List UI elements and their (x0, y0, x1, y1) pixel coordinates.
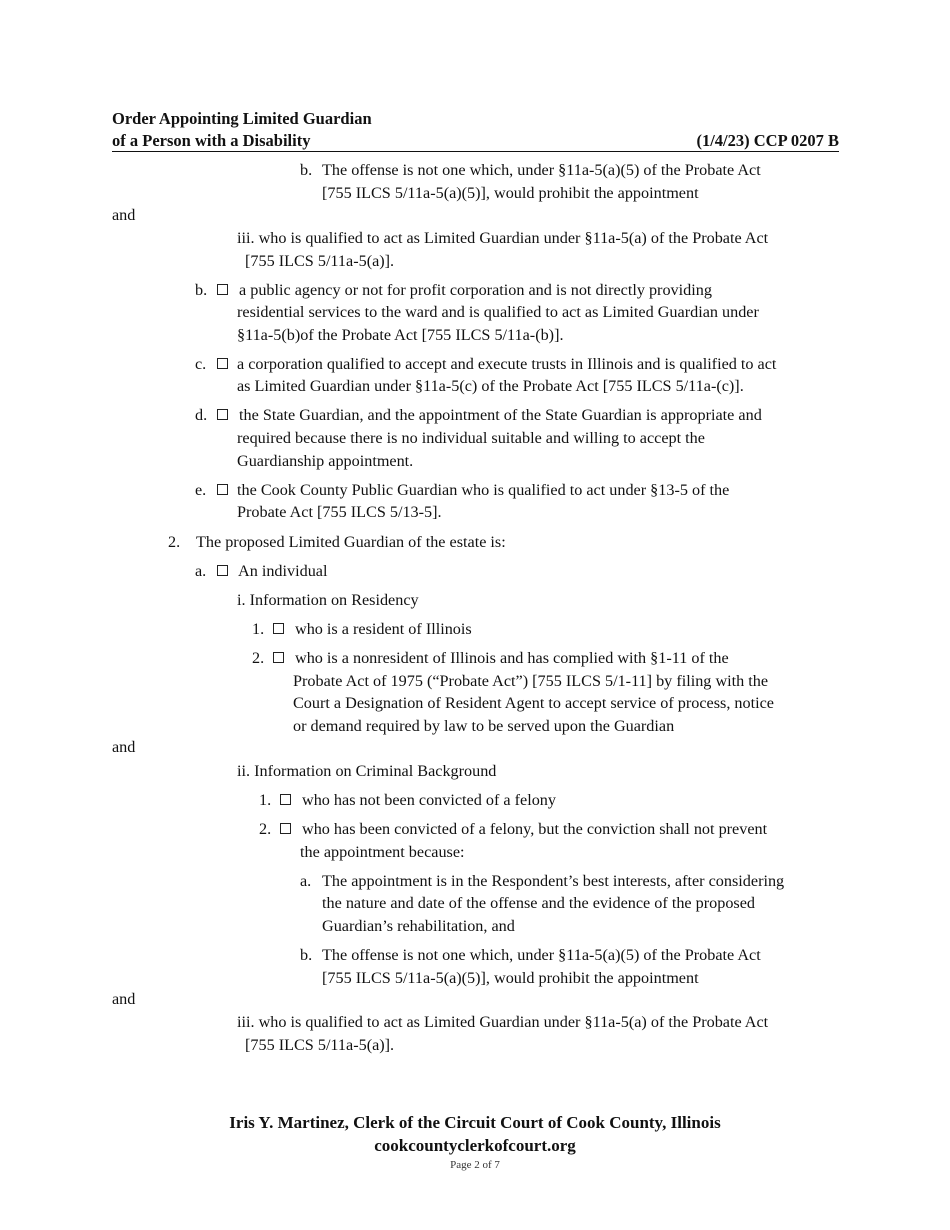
item-2a-marker: a. (195, 562, 207, 580)
criminal-opt2-marker: 2. (259, 820, 272, 838)
form-code: (1/4/23) CCP 0207 B (696, 131, 839, 150)
residency-opt2-marker: 2. (252, 649, 265, 667)
option-d-line3: Guardianship appointment. (237, 452, 414, 470)
option-e-marker: e. (195, 481, 207, 499)
item-2a-text: An individual (238, 562, 328, 580)
option-d-marker: d. (195, 406, 208, 424)
option-c-line1: a corporation qualified to accept and execute trusts in Illinois and is qualified to act (237, 355, 777, 373)
option-c-checkbox[interactable] (217, 358, 228, 369)
criminal-b-line1: The offense is not one which, under §11a-5(a)(5) of the Probate Act (322, 946, 761, 964)
top-b-marker: b. (300, 161, 313, 179)
option-d-line1: the State Guardian, and the appointment of the State Guardian is appropriate and (239, 406, 762, 424)
criminal-heading: ii. Information on Criminal Background (237, 762, 497, 780)
and-connector: and (112, 738, 136, 756)
header-divider (112, 151, 839, 152)
option-d-checkbox[interactable] (217, 409, 228, 420)
residency-opt1-text: who is a resident of Illinois (295, 620, 472, 638)
form-title-line2: of a Person with a Disability (112, 131, 311, 150)
form-title-line1: Order Appointing Limited Guardian (112, 109, 372, 128)
item-2-iii-line1: iii. who is qualified to act as Limited Guardian under §11a-5(a) of the Probate Act (237, 1013, 769, 1031)
residency-opt2-line3: Court a Designation of Resident Agent to accept service of process, notice (293, 694, 774, 712)
residency-heading: i. Information on Residency (237, 591, 419, 609)
option-c-marker: c. (195, 355, 207, 373)
individual-checkbox[interactable] (217, 565, 228, 576)
item-2-iii-line2: [755 ILCS 5/11a-5(a)]. (245, 1036, 395, 1054)
criminal-a-line2: the nature and date of the offense and the evidence of the proposed (322, 894, 755, 912)
top-b-line1: The offense is not one which, under §11a-5(a)(5) of the Probate Act (322, 161, 761, 179)
option-b-marker: b. (195, 281, 208, 299)
option-e-line2: Probate Act [755 ILCS 5/13-5]. (237, 503, 442, 521)
criminal-a-line1: The appointment is in the Respondent’s best interests, after considering (322, 872, 785, 890)
page-number: Page 2 of 7 (450, 1159, 500, 1171)
criminal-opt2-line1: who has been convicted of a felony, but the conviction shall not prevent (302, 820, 768, 838)
and-connector: and (112, 206, 136, 224)
option-c-line2: as Limited Guardian under §11a-5(c) of the Probate Act [755 ILCS 5/11a-(c)]. (237, 377, 744, 395)
top-iii-line2: [755 ILCS 5/11a-5(a)]. (245, 252, 395, 270)
footer-clerk: Iris Y. Martinez, Clerk of the Circuit Court of Cook County, Illinois (229, 1113, 721, 1132)
residency-opt2-line4: or demand required by law to be served upon the Guardian (293, 717, 675, 735)
resident-checkbox[interactable] (273, 623, 284, 634)
top-iii-line1: iii. who is qualified to act as Limited Guardian under §11a-5(a) of the Probate Act (237, 229, 769, 247)
option-e-checkbox[interactable] (217, 484, 228, 495)
option-d-line2: required because there is no individual suitable and willing to accept the (237, 429, 705, 447)
option-b-line3: §11a-5(b)of the Probate Act [755 ILCS 5/11a-(b)]. (237, 326, 564, 344)
option-b-line1: a public agency or not for profit corporation and is not directly providing (239, 281, 712, 299)
criminal-a-marker: a. (300, 872, 312, 890)
nonresident-checkbox[interactable] (273, 652, 284, 663)
item-2-marker: 2. (168, 533, 181, 551)
criminal-b-line2: [755 ILCS 5/11a-5(a)(5)], would prohibit the appointment (322, 969, 699, 987)
residency-opt2-line1: who is a nonresident of Illinois and has complied with §1-11 of the (295, 649, 729, 667)
residency-opt1-marker: 1. (252, 620, 265, 638)
option-b-checkbox[interactable] (217, 284, 228, 295)
felony-checkbox[interactable] (280, 823, 291, 834)
criminal-a-line3: Guardian’s rehabilitation, and (322, 917, 515, 935)
option-b-line2: residential services to the ward and is qualified to act as Limited Guardian under (237, 303, 759, 321)
item-2-text: The proposed Limited Guardian of the estate is: (196, 533, 506, 551)
criminal-b-marker: b. (300, 946, 313, 964)
no-felony-checkbox[interactable] (280, 794, 291, 805)
residency-opt2-line2: Probate Act of 1975 (“Probate Act”) [755 ILCS 5/1-11] by filing with the (293, 672, 769, 690)
criminal-opt2-line2: the appointment because: (300, 843, 465, 861)
criminal-opt1-text: who has not been convicted of a felony (302, 791, 556, 809)
top-b-line2: [755 ILCS 5/11a-5(a)(5)], would prohibit the appointment (322, 184, 699, 202)
and-connector: and (112, 990, 136, 1008)
footer-website: cookcountyclerkofcourt.org (374, 1136, 576, 1155)
option-e-line1: the Cook County Public Guardian who is qualified to act under §13-5 of the (237, 481, 730, 499)
criminal-opt1-marker: 1. (259, 791, 272, 809)
